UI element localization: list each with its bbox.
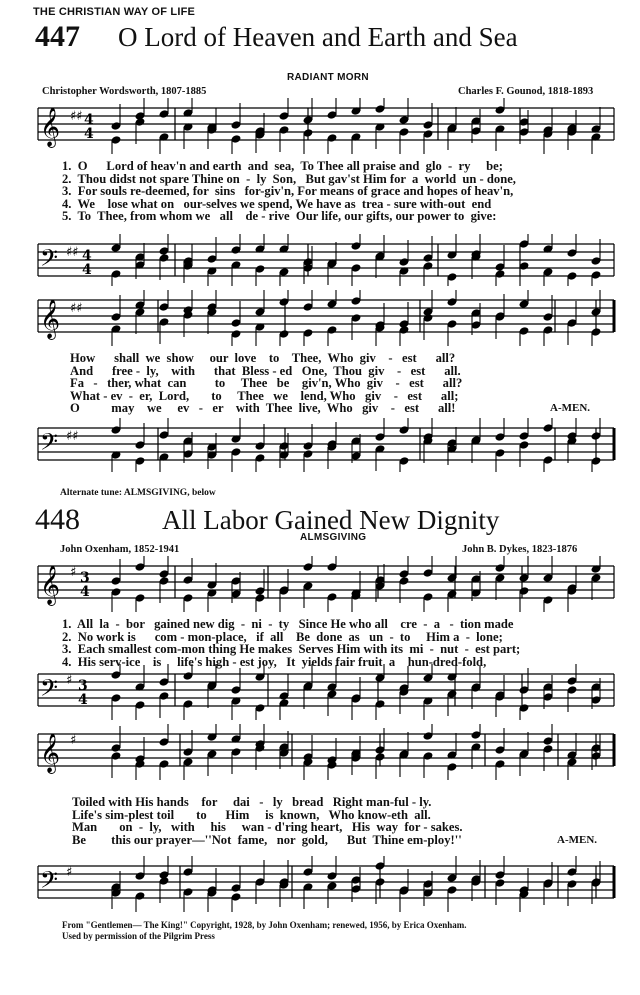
hymn-447-bass-staff-2 (30, 418, 620, 472)
hymn-447-amen: A-MEN. (550, 402, 591, 414)
hymn-448-number: 448 (35, 503, 80, 536)
svg-text:♯♯: ♯♯ (66, 245, 79, 260)
svg-text:𝄞: 𝄞 (40, 107, 61, 147)
svg-text:♯: ♯ (66, 673, 73, 688)
hymn-448-bass-staff-2 (30, 856, 620, 914)
section-heading: THE CHRISTIAN WAY OF LIFE (33, 6, 196, 18)
hymn-447-composer: Charles F. Gounod, 1818-1893 (458, 86, 594, 97)
svg-text:4: 4 (82, 248, 92, 264)
hymn-448-tune: ALMSGIVING (300, 532, 367, 543)
verse-line: 4. We lose what on our-selves we spend, We have as trea - sure with-out end (62, 196, 492, 211)
verse-line: Be this our prayer—''Not fame, nor gold, But Thine em-ploy!'' (72, 832, 462, 847)
hymn-448-bass-staff-1 (30, 664, 620, 720)
hymn-447-treble-staff-2 (30, 290, 620, 346)
verse-line: 2. No work is com - mon-place, if all Be done as un - to Him a - lone; (62, 629, 503, 644)
svg-text:4: 4 (84, 112, 94, 128)
verse-line: How shall we show our love to Thee, Who giv - est all? (70, 351, 456, 365)
svg-text:4: 4 (82, 262, 92, 278)
svg-text:𝄢: 𝄢 (40, 244, 59, 277)
hymn-447-bass-staff-1 (30, 234, 620, 286)
permission-line: Used by permission of the Pilgrim Press (62, 931, 215, 941)
hymn-447-number: 447 (35, 20, 80, 53)
svg-text:𝄞: 𝄞 (40, 733, 61, 773)
svg-text:𝄢: 𝄢 (40, 866, 59, 899)
alternate-tune-note: Alternate tune: ALMSGIVING, below (60, 488, 216, 498)
hymn-447-verses-line2 (70, 352, 462, 415)
verse-line: Life's sim-plest toil to Him is known, Who know-eth all. (72, 807, 431, 822)
svg-text:♯: ♯ (66, 865, 73, 880)
svg-text:𝄢: 𝄢 (40, 428, 59, 461)
verse-line: And free - ly, with that Bless - ed One, Thou giv - est all. (70, 363, 461, 378)
svg-text:♯: ♯ (70, 565, 77, 580)
verse-line: Fa - ther, what can to Thee be giv'n, Who giv - est all? (70, 376, 463, 391)
verse-line: 3. For souls re-deemed, for sins for-giv'n, For means of grace and hopes of heav'n, (62, 184, 514, 199)
svg-text:4: 4 (80, 584, 90, 600)
hymn-448-verses-line1 (62, 618, 520, 668)
hymn-447-verses-line1 (62, 160, 516, 223)
hymn-447-tune: RADIANT MORN (287, 72, 369, 83)
svg-text:♯♯: ♯♯ (70, 301, 83, 316)
hymn-448-verses-line2 (72, 796, 463, 846)
svg-text:3: 3 (80, 570, 90, 586)
svg-text:3: 3 (78, 678, 88, 694)
verse-line: 1. All la - bor gained new dig - ni - ty Since He who all cre - a - tion made (62, 617, 514, 631)
verse-line: 3. Each smallest com-mon thing He makes Serves Him with its mi - nut - est part; (62, 642, 521, 657)
verse-line: 5. To Thee, from whom we all de - rive Our life, our gifts, our power to give: (62, 209, 497, 224)
hymn-447-treble-staff-1 (30, 98, 620, 156)
hymn-448-composer: John B. Dykes, 1823-1876 (462, 544, 578, 555)
hymn-447-author: Christopher Wordsworth, 1807-1885 (42, 86, 207, 97)
verse-line: Man on - ly, with his wan - d'ring heart, His way for - sakes. (72, 820, 463, 835)
verse-line: 4. His serv-ice is life's high - est joy, It yields fair fruit a hun-dred-fold, (62, 654, 487, 669)
svg-text:♯: ♯ (70, 733, 77, 748)
verse-line: Toiled with His hands for dai - ly bread Right man-ful - ly. (72, 795, 432, 809)
copyright-line: From "Gentlemen— The King!" Copyright, 1928, by John Oxenham; renewed, 1956, by Erica Oxenham. (62, 920, 467, 930)
svg-text:4: 4 (84, 126, 94, 142)
verse-line: O may we ev - er with Thee live, Who giv - est all! (70, 401, 456, 416)
hymn-447-title: O Lord of Heaven and Earth and Sea (118, 22, 518, 52)
svg-text:𝄢: 𝄢 (40, 674, 59, 707)
hymn-448-treble-staff-2 (30, 724, 620, 780)
svg-text:𝄞: 𝄞 (40, 565, 61, 605)
hymn-448-title: All Labor Gained New Dignity (162, 505, 500, 535)
hymn-448-amen: A-MEN. (557, 834, 598, 846)
svg-text:♯♯: ♯♯ (66, 429, 79, 444)
svg-text:4: 4 (78, 692, 88, 708)
verse-line: 1. O Lord of heav'n and earth and sea, To Thee all praise and glo - ry be; (62, 159, 503, 173)
svg-text:♯♯: ♯♯ (70, 109, 83, 124)
svg-text:𝄞: 𝄞 (40, 299, 61, 339)
verse-line: 2. Thou didst not spare Thine on - ly Son, But gav'st Him for a world un - done, (62, 171, 516, 186)
verse-line: What - ev - er, Lord, to Thee we lend, Who giv - est all; (70, 388, 459, 403)
hymn-448-author: John Oxenham, 1852-1941 (60, 544, 180, 555)
hymn-448-treble-staff-1 (30, 556, 620, 614)
